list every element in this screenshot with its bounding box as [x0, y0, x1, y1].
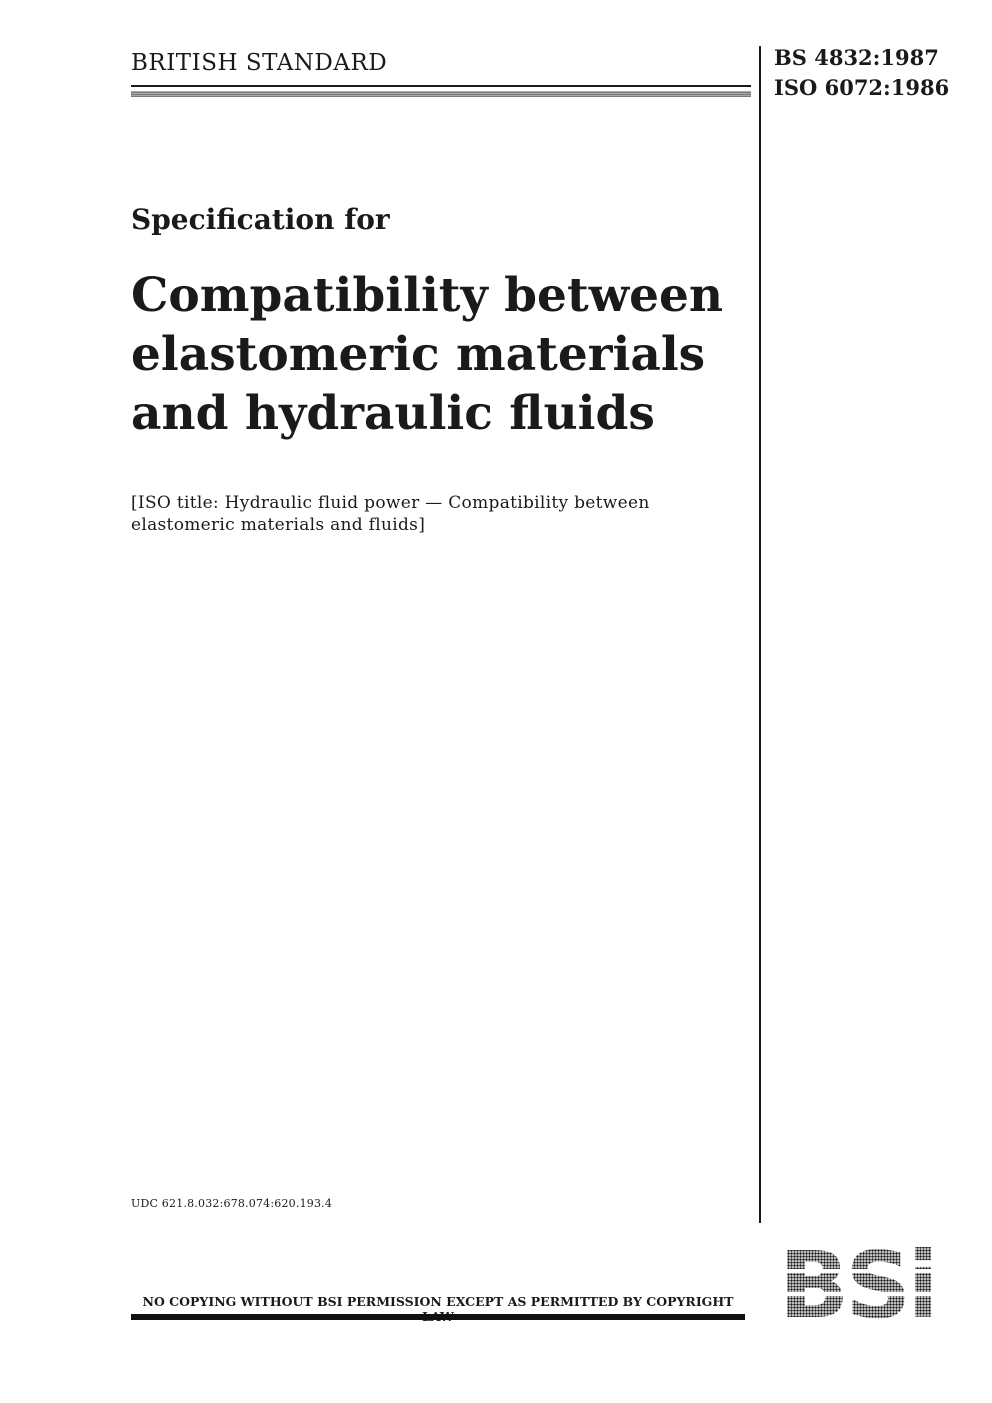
iso-title: [131, 492, 741, 536]
bsi-logo: [769, 1243, 945, 1322]
main-title: [131, 266, 751, 443]
main-title-line: elastomeric materials: [131, 327, 706, 382]
main-title-line: Compatibility between: [131, 268, 724, 323]
bs-standard-number: BS 4832:1987: [774, 45, 939, 70]
header-rule: [131, 85, 751, 87]
iso-title-line: elastomeric materials and fluids]: [131, 515, 426, 535]
document-type-label: BRITISH STANDARD: [131, 50, 388, 76]
copyright-notice: NO COPYING WITHOUT BSI PERMISSION EXCEPT AS PERMITTED BY COPYRIGHT: [142, 1294, 734, 1309]
iso-title-line: [ISO title: Hydraulic fluid power — Compatibility between: [131, 493, 650, 513]
iso-standard-number: ISO 6072:1986: [774, 75, 950, 100]
footer-rule: [131, 1314, 745, 1320]
header-shaded-rule: [131, 91, 751, 97]
vertical-divider: [759, 46, 761, 1223]
title-prefix: Specification for: [131, 203, 390, 236]
udc-code: UDC 621.8.032:678.074:620.193.4: [131, 1197, 333, 1210]
main-title-line: and hydraulic fluids: [131, 386, 655, 441]
